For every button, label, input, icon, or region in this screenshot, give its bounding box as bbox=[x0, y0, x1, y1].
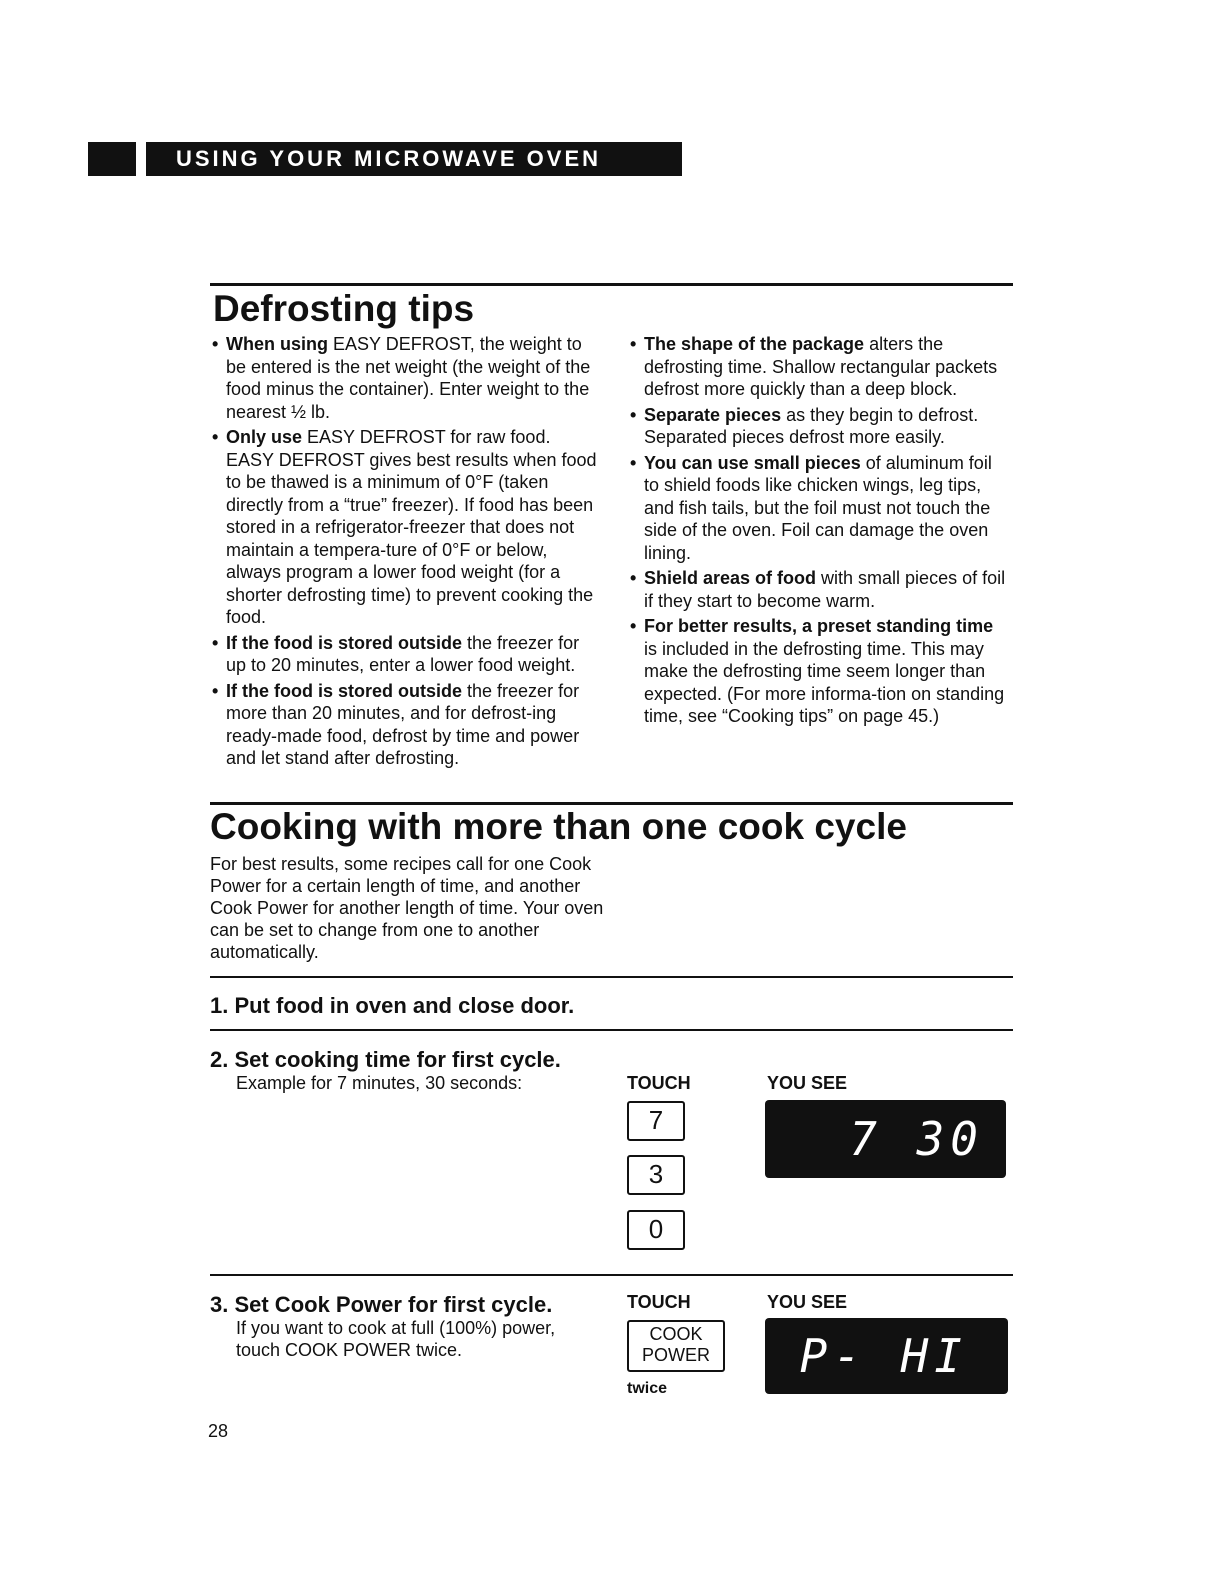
tip-item bbox=[212, 632, 597, 677]
tip-lead: Shield areas of food bbox=[644, 568, 817, 588]
rule-step3 bbox=[210, 1274, 1013, 1276]
key-0[interactable]: 0 bbox=[627, 1210, 685, 1250]
header-gap bbox=[138, 142, 142, 176]
tip-text: EASY DEFROST, the weight to be entered is the net weight (the weight of the food minus the container). Enter weight to the nearest ½ lb. bbox=[226, 334, 591, 422]
cook-power-line1: COOK bbox=[649, 1324, 703, 1344]
tip-item bbox=[630, 404, 1008, 449]
twice-note: twice bbox=[627, 1380, 668, 1397]
cook-power-line2: POWER bbox=[641, 1345, 710, 1365]
step2-touch-label: TOUCH bbox=[627, 1073, 691, 1093]
cooking-title: Cooking with more than one cook cycle bbox=[210, 806, 907, 847]
tip-item bbox=[212, 333, 597, 423]
tip-item bbox=[212, 426, 597, 629]
tip-text: alters the defrosting time. Shallow rectangular packets defrost more quickly than a deep block. bbox=[644, 334, 998, 399]
display-time: 7 30 bbox=[765, 1100, 1006, 1178]
step2-example: Example for 7 minutes, 30 seconds: bbox=[236, 1073, 523, 1093]
step3-instruction-2: touch COOK POWER twice. bbox=[236, 1340, 463, 1360]
tip-lead: Only use bbox=[226, 427, 303, 447]
rule-top bbox=[210, 283, 1013, 286]
tip-item bbox=[630, 567, 1008, 612]
tip-text: EASY DEFROST for raw food. EASY DEFROST gives best results when food to be thawed is a minimum of 0°F (taken directly from a “true” freezer). If food has been stored in a refrigerator-freezer that does not maintain a tempera-ture of 0°F or below, always program a lower food weight (for a shorter defrosting time) to prevent cooking the food. bbox=[226, 427, 597, 627]
step2-title: 2. Set cooking time for first cycle. bbox=[210, 1047, 561, 1072]
tip-text: the freezer for up to 20 minutes, enter a lower food weight. bbox=[226, 632, 580, 675]
defrosting-left-list bbox=[212, 333, 597, 770]
tip-lead: You can use small pieces bbox=[644, 452, 861, 473]
display-power: P- HI bbox=[765, 1318, 1008, 1394]
key-7[interactable]: 7 bbox=[627, 1101, 685, 1141]
header-block bbox=[88, 142, 136, 176]
defrosting-right-column bbox=[630, 333, 1008, 731]
step1-title: 1. Put food in oven and close door. bbox=[210, 993, 575, 1018]
tip-item bbox=[630, 333, 1008, 401]
step3-touch-label: TOUCH bbox=[627, 1292, 691, 1312]
tip-item bbox=[212, 680, 597, 770]
tip-lead: Separate pieces bbox=[644, 404, 782, 425]
tip-item bbox=[630, 615, 1008, 728]
tip-item bbox=[630, 452, 1008, 565]
step2-yousee-label: YOU SEE bbox=[767, 1073, 848, 1093]
tip-text: with small pieces of foil if they start to become warm. bbox=[644, 568, 1006, 611]
tip-lead: If the food is stored outside bbox=[226, 680, 463, 701]
tip-lead: For better results, a preset standing time bbox=[644, 616, 994, 636]
rule-step1 bbox=[210, 976, 1013, 978]
cook-power-button[interactable] bbox=[627, 1320, 725, 1372]
step3-instruction-1: If you want to cook at full (100%) power, bbox=[236, 1318, 556, 1338]
tip-text: of aluminum foil to shield foods like chicken wings, leg tips, and fish tails, but the foil must not touch the side of the oven. Foil can damage the oven lining. bbox=[644, 452, 992, 563]
defrosting-left-column bbox=[212, 333, 597, 773]
defrosting-right-list bbox=[630, 333, 1008, 728]
tip-lead: The shape of the package bbox=[644, 334, 865, 354]
step3-title: 3. Set Cook Power for first cycle. bbox=[210, 1292, 553, 1317]
tip-text: is included in the defrosting time. This may make the defrosting time seem longer than expected. (For more informa-tion on standing time, see “Cooking tips” on page 45.) bbox=[644, 638, 1005, 726]
tip-lead: If the food is stored outside bbox=[226, 632, 463, 653]
cooking-intro: For best results, some recipes call for one Cook Power for a certain length of time, and another Cook Power for another length of time. Your oven can be set to change from one to another automatically. bbox=[210, 854, 604, 962]
tip-text: the freezer for more than 20 minutes, and for defrost-ing ready-made food, defrost by time and power and let stand after defrosting. bbox=[226, 680, 580, 768]
page-number: 28 bbox=[208, 1421, 229, 1441]
tip-text: as they begin to defrost. Separated pieces defrost more easily. bbox=[644, 404, 979, 447]
rule-cooking bbox=[210, 802, 1013, 805]
defrosting-title: Defrosting tips bbox=[213, 288, 475, 329]
section-header: USING YOUR MICROWAVE OVEN bbox=[146, 142, 682, 176]
tip-lead: When using bbox=[226, 334, 328, 354]
rule-step2 bbox=[210, 1029, 1013, 1031]
key-3[interactable]: 3 bbox=[627, 1155, 685, 1195]
step3-yousee-label: YOU SEE bbox=[767, 1292, 848, 1312]
